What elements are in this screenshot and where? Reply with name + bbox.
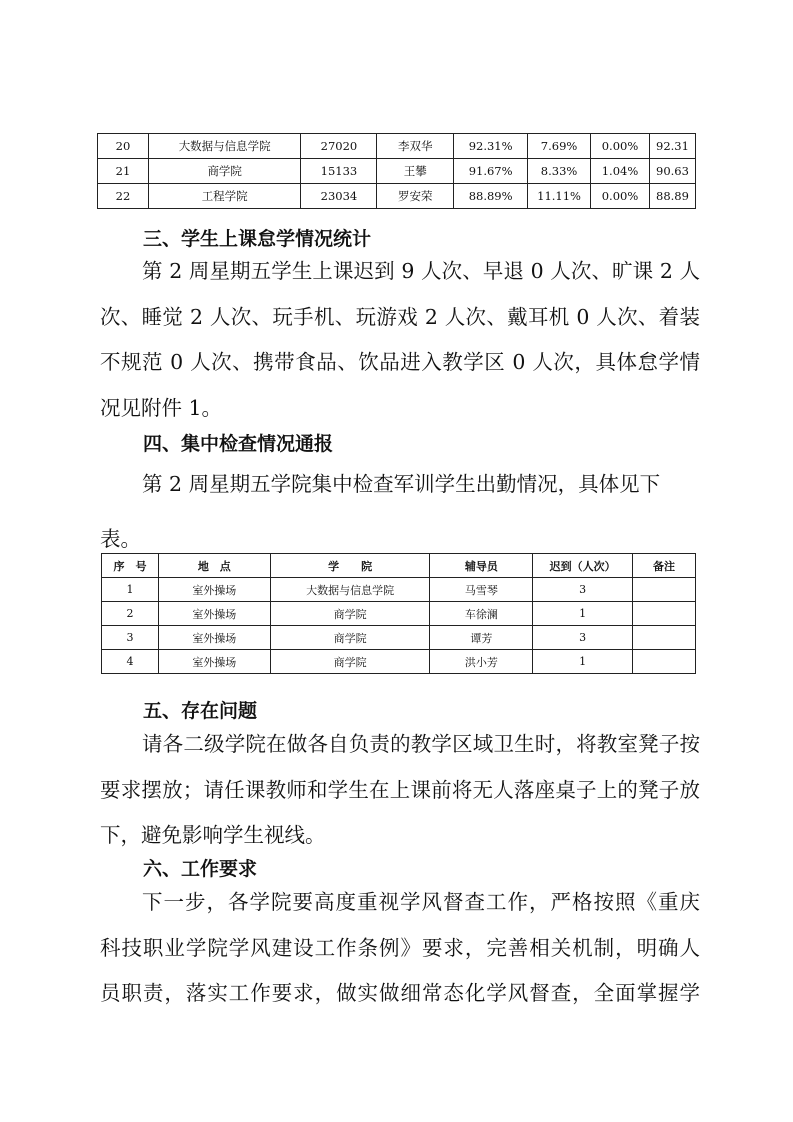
table-row [98,184,696,209]
table-cell: 2 [102,602,159,626]
table-cell: 大数据与信息学院 [148,134,301,159]
table-cell: 1 [533,650,633,674]
section-heading: 三、学生上课怠学情况统计 [143,228,372,250]
table-cell: 室外操场 [158,578,270,602]
table-cell: 0.00% [591,184,650,209]
table-header-row [102,554,696,578]
table-cell: 室外操场 [158,602,270,626]
paragraph-line: 表。 [100,527,141,551]
table-cell: 90.63 [649,159,695,184]
paragraph-line: 下一步，各学院要高度重视学风督查工作，严格按照《重庆 [142,890,700,914]
paragraph-line: 第 2 周星期五学院集中检查军训学生出勤情况，具体见下 [142,472,661,496]
paragraph-line: 科技职业学院学风建设工作条例》要求，完善相关机制，明确人 [100,935,700,960]
table-cell [633,578,696,602]
table-cell [633,650,696,674]
paragraph-line: 第 2 周星期五学生上课迟到 9 人次、早退 0 人次、旷课 2 人 [142,259,700,283]
table-cell: 11.11% [528,184,591,209]
paragraph-line: 请各二级学院在做各自负责的教学区域卫生时，将教室凳子按 [142,732,700,756]
column-header: 辅导员 [430,554,533,578]
table-cell: 7.69% [528,134,591,159]
table-cell: 8.33% [528,159,591,184]
table-cell: 谭芳 [430,626,533,650]
table-row [98,134,696,159]
table-row [102,602,696,626]
section-heading: 五、存在问题 [143,700,258,722]
table-cell: 李双华 [377,134,454,159]
paragraph-line: 次、睡觉 2 人次、玩手机、玩游戏 2 人次、戴耳机 0 人次、着装 [100,304,700,329]
table-cell: 室外操场 [158,650,270,674]
college-score-table [97,133,696,209]
table-cell: 3 [102,626,159,650]
table-cell: 88.89 [649,184,695,209]
section-paragraph [100,880,700,1017]
inspection-table [101,553,696,674]
section-heading: 四、集中检查情况通报 [143,433,334,455]
table-cell: 92.31 [649,134,695,159]
table-cell: 工程学院 [148,184,301,209]
section-paragraph [100,722,700,859]
table-cell: 27020 [301,134,377,159]
section-paragraph [100,249,700,431]
table-cell: 王攀 [377,159,454,184]
table-cell: 20 [98,134,149,159]
table-cell: 商学院 [148,159,301,184]
table-cell: 15133 [301,159,377,184]
table-cell: 商学院 [270,626,430,650]
section-heading: 六、工作要求 [143,858,258,880]
table-cell: 1.04% [591,159,650,184]
table-cell: 3 [533,578,633,602]
column-header: 迟到（人次） [533,554,633,578]
table-cell: 22 [98,184,149,209]
table-cell [633,626,696,650]
column-header: 序 号 [102,554,159,578]
table-cell: 1 [533,602,633,626]
paragraph-line: 员职责，落实工作要求，做实做细常态化学风督查，全面掌握学 [100,981,700,1005]
paragraph-line: 要求摆放；请任课教师和学生在上课前将无人落座桌子上的凳子放 [100,777,700,802]
table-cell: 4 [102,650,159,674]
table-cell: 21 [98,159,149,184]
table-cell: 洪小芳 [430,650,533,674]
table-cell: 1 [102,578,159,602]
table-row [102,626,696,650]
table-cell: 92.31% [454,134,528,159]
table-cell: 商学院 [270,650,430,674]
table-cell [633,602,696,626]
paragraph-line: 况见附件 1。 [100,395,223,420]
table-cell: 车徐澜 [430,602,533,626]
table-row [102,578,696,602]
table-row [102,650,696,674]
table-cell: 马雪琴 [430,578,533,602]
table-cell: 88.89% [454,184,528,209]
column-header: 学 院 [270,554,430,578]
table-cell: 0.00% [591,134,650,159]
table-cell: 罗安荣 [377,184,454,209]
table-row [98,159,696,184]
table-cell: 室外操场 [158,626,270,650]
paragraph-line: 下，避免影响学生视线。 [100,823,326,847]
section-paragraph [100,457,700,567]
table-cell: 91.67% [454,159,528,184]
table-cell: 3 [533,626,633,650]
table-cell: 大数据与信息学院 [270,578,430,602]
table-cell: 23034 [301,184,377,209]
paragraph-line: 不规范 0 人次、携带食品、饮品进入教学区 0 人次，具体怠学情 [100,350,700,374]
table-cell: 商学院 [270,602,430,626]
column-header: 备注 [633,554,696,578]
column-header: 地 点 [158,554,270,578]
